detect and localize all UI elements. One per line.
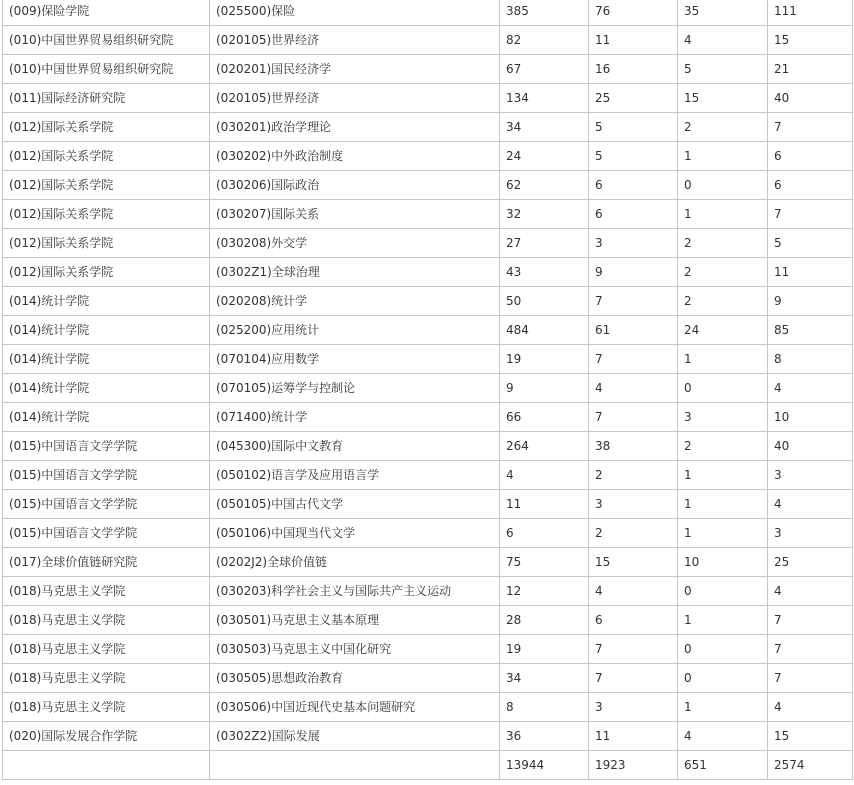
cell-college [3, 751, 210, 780]
cell-admitted-total: 9 [768, 287, 853, 316]
cell-college: (009)保险学院 [3, 0, 210, 26]
cell-applicants: 32 [500, 200, 589, 229]
cell-major [210, 751, 500, 780]
cell-major: (0302Z2)国际发展 [210, 722, 500, 751]
table-row [3, 548, 853, 577]
cell-college: (015)中国语言文学学院 [3, 461, 210, 490]
cell-admitted-b: 0 [678, 374, 768, 403]
cell-admitted-b: 3 [678, 403, 768, 432]
cell-applicants: 6 [500, 519, 589, 548]
cell-college: (012)国际关系学院 [3, 113, 210, 142]
table-row [3, 200, 853, 229]
cell-college: (012)国际关系学院 [3, 229, 210, 258]
cell-admitted-total: 7 [768, 635, 853, 664]
cell-admitted-b: 1 [678, 693, 768, 722]
cell-major: (030201)政治学理论 [210, 113, 500, 142]
cell-college: (018)马克思主义学院 [3, 664, 210, 693]
cell-admitted-total: 3 [768, 519, 853, 548]
cell-applicants: 43 [500, 258, 589, 287]
cell-admitted-b: 2 [678, 287, 768, 316]
cell-college: (014)统计学院 [3, 316, 210, 345]
cell-major: (070104)应用数学 [210, 345, 500, 374]
cell-admitted-b: 2 [678, 258, 768, 287]
cell-admitted-a: 6 [589, 606, 678, 635]
cell-applicants: 19 [500, 635, 589, 664]
table-row [3, 0, 853, 26]
cell-admitted-total: 11 [768, 258, 853, 287]
cell-major: (025500)保险 [210, 0, 500, 26]
cell-admitted-a: 9 [589, 258, 678, 287]
cell-admitted-b: 2 [678, 432, 768, 461]
cell-admitted-b: 35 [678, 0, 768, 26]
cell-admitted-a: 1923 [589, 751, 678, 780]
table-row [3, 664, 853, 693]
table-row [3, 258, 853, 287]
cell-admitted-total: 21 [768, 55, 853, 84]
cell-admitted-b: 1 [678, 200, 768, 229]
cell-admitted-a: 2 [589, 519, 678, 548]
cell-major: (030203)科学社会主义与国际共产主义运动 [210, 577, 500, 606]
cell-applicants: 34 [500, 113, 589, 142]
cell-admitted-total: 85 [768, 316, 853, 345]
cell-college: (010)中国世界贸易组织研究院 [3, 26, 210, 55]
cell-admitted-total: 6 [768, 142, 853, 171]
cell-major: (0202J2)全球价值链 [210, 548, 500, 577]
table-row [3, 432, 853, 461]
cell-admitted-b: 4 [678, 26, 768, 55]
cell-college: (011)国际经济研究院 [3, 84, 210, 113]
cell-major: (030202)中外政治制度 [210, 142, 500, 171]
cell-admitted-a: 2 [589, 461, 678, 490]
cell-applicants: 66 [500, 403, 589, 432]
cell-admitted-total: 15 [768, 26, 853, 55]
cell-admitted-total: 7 [768, 606, 853, 635]
cell-major: (020208)统计学 [210, 287, 500, 316]
cell-major: (071400)统计学 [210, 403, 500, 432]
cell-college: (010)中国世界贸易组织研究院 [3, 55, 210, 84]
cell-admitted-a: 11 [589, 722, 678, 751]
table-row [3, 693, 853, 722]
cell-admitted-total: 10 [768, 403, 853, 432]
cell-major: (030207)国际关系 [210, 200, 500, 229]
cell-applicants: 4 [500, 461, 589, 490]
total-row [3, 751, 853, 780]
enrollment-table [2, 0, 853, 780]
table-row [3, 461, 853, 490]
cell-admitted-b: 1 [678, 142, 768, 171]
cell-admitted-total: 7 [768, 200, 853, 229]
table-row [3, 55, 853, 84]
cell-major: (025200)应用统计 [210, 316, 500, 345]
cell-admitted-total: 40 [768, 432, 853, 461]
cell-applicants: 28 [500, 606, 589, 635]
table-row [3, 635, 853, 664]
cell-college: (018)马克思主义学院 [3, 693, 210, 722]
cell-major: (020105)世界经济 [210, 84, 500, 113]
cell-admitted-total: 6 [768, 171, 853, 200]
cell-admitted-b: 2 [678, 113, 768, 142]
cell-admitted-total: 4 [768, 577, 853, 606]
cell-admitted-a: 7 [589, 345, 678, 374]
cell-applicants: 13944 [500, 751, 589, 780]
cell-admitted-total: 15 [768, 722, 853, 751]
cell-applicants: 34 [500, 664, 589, 693]
cell-admitted-a: 25 [589, 84, 678, 113]
cell-college: (018)马克思主义学院 [3, 606, 210, 635]
cell-college: (014)统计学院 [3, 345, 210, 374]
cell-admitted-b: 24 [678, 316, 768, 345]
table-row [3, 84, 853, 113]
cell-major: (070105)运筹学与控制论 [210, 374, 500, 403]
cell-major: (030503)马克思主义中国化研究 [210, 635, 500, 664]
table-row [3, 577, 853, 606]
cell-college: (012)国际关系学院 [3, 258, 210, 287]
cell-admitted-a: 5 [589, 113, 678, 142]
cell-admitted-a: 5 [589, 142, 678, 171]
cell-applicants: 24 [500, 142, 589, 171]
cell-admitted-b: 0 [678, 577, 768, 606]
cell-admitted-b: 0 [678, 171, 768, 200]
cell-major: (030501)马克思主义基本原理 [210, 606, 500, 635]
cell-college: (014)统计学院 [3, 287, 210, 316]
cell-admitted-b: 0 [678, 635, 768, 664]
table-row [3, 403, 853, 432]
cell-applicants: 264 [500, 432, 589, 461]
cell-major: (050106)中国现当代文学 [210, 519, 500, 548]
cell-admitted-b: 10 [678, 548, 768, 577]
table-row [3, 26, 853, 55]
cell-admitted-total: 25 [768, 548, 853, 577]
cell-college: (018)马克思主义学院 [3, 577, 210, 606]
cell-applicants: 9 [500, 374, 589, 403]
cell-applicants: 27 [500, 229, 589, 258]
table-body [3, 0, 853, 780]
cell-major: (0302Z1)全球治理 [210, 258, 500, 287]
table-row [3, 142, 853, 171]
cell-admitted-a: 7 [589, 403, 678, 432]
cell-admitted-b: 1 [678, 490, 768, 519]
cell-admitted-total: 4 [768, 490, 853, 519]
cell-applicants: 11 [500, 490, 589, 519]
cell-admitted-total: 8 [768, 345, 853, 374]
cell-applicants: 50 [500, 287, 589, 316]
cell-admitted-b: 5 [678, 55, 768, 84]
table-row [3, 287, 853, 316]
cell-major: (050105)中国古代文学 [210, 490, 500, 519]
cell-admitted-a: 3 [589, 490, 678, 519]
cell-college: (012)国际关系学院 [3, 142, 210, 171]
cell-college: (015)中国语言文学学院 [3, 490, 210, 519]
cell-college: (015)中国语言文学学院 [3, 432, 210, 461]
cell-applicants: 62 [500, 171, 589, 200]
cell-admitted-b: 1 [678, 606, 768, 635]
cell-admitted-total: 7 [768, 113, 853, 142]
cell-admitted-b: 15 [678, 84, 768, 113]
cell-major: (050102)语言学及应用语言学 [210, 461, 500, 490]
cell-admitted-a: 15 [589, 548, 678, 577]
cell-college: (018)马克思主义学院 [3, 635, 210, 664]
cell-admitted-total: 4 [768, 693, 853, 722]
cell-admitted-b: 1 [678, 519, 768, 548]
cell-college: (015)中国语言文学学院 [3, 519, 210, 548]
cell-admitted-total: 3 [768, 461, 853, 490]
cell-admitted-a: 7 [589, 287, 678, 316]
cell-admitted-a: 3 [589, 693, 678, 722]
table-row [3, 722, 853, 751]
cell-admitted-a: 11 [589, 26, 678, 55]
cell-admitted-b: 2 [678, 229, 768, 258]
cell-admitted-a: 6 [589, 200, 678, 229]
cell-applicants: 19 [500, 345, 589, 374]
cell-college: (012)国际关系学院 [3, 171, 210, 200]
cell-college: (012)国际关系学院 [3, 200, 210, 229]
cell-major: (045300)国际中文教育 [210, 432, 500, 461]
cell-admitted-b: 1 [678, 345, 768, 374]
cell-admitted-total: 2574 [768, 751, 853, 780]
cell-admitted-a: 7 [589, 635, 678, 664]
cell-major: (020201)国民经济学 [210, 55, 500, 84]
cell-admitted-a: 76 [589, 0, 678, 26]
cell-applicants: 385 [500, 0, 589, 26]
cell-major: (030506)中国近现代史基本问题研究 [210, 693, 500, 722]
cell-college: (014)统计学院 [3, 403, 210, 432]
cell-major: (030505)思想政治教育 [210, 664, 500, 693]
table-row [3, 490, 853, 519]
cell-admitted-a: 38 [589, 432, 678, 461]
cell-admitted-b: 4 [678, 722, 768, 751]
cell-admitted-a: 4 [589, 374, 678, 403]
table-row [3, 171, 853, 200]
cell-college: (020)国际发展合作学院 [3, 722, 210, 751]
cell-applicants: 75 [500, 548, 589, 577]
cell-admitted-b: 0 [678, 664, 768, 693]
cell-admitted-total: 40 [768, 84, 853, 113]
table-row [3, 374, 853, 403]
cell-admitted-total: 5 [768, 229, 853, 258]
cell-major: (030208)外交学 [210, 229, 500, 258]
cell-admitted-a: 7 [589, 664, 678, 693]
cell-admitted-b: 1 [678, 461, 768, 490]
table-row [3, 113, 853, 142]
table-row [3, 519, 853, 548]
cell-applicants: 36 [500, 722, 589, 751]
cell-applicants: 8 [500, 693, 589, 722]
cell-major: (030206)国际政治 [210, 171, 500, 200]
cell-college: (017)全球价值链研究院 [3, 548, 210, 577]
cell-applicants: 484 [500, 316, 589, 345]
cell-admitted-a: 16 [589, 55, 678, 84]
table-row [3, 229, 853, 258]
cell-applicants: 67 [500, 55, 589, 84]
cell-applicants: 134 [500, 84, 589, 113]
cell-admitted-total: 7 [768, 664, 853, 693]
cell-applicants: 82 [500, 26, 589, 55]
cell-admitted-a: 61 [589, 316, 678, 345]
cell-admitted-total: 111 [768, 0, 853, 26]
cell-admitted-a: 6 [589, 171, 678, 200]
table-row [3, 606, 853, 635]
table-row [3, 345, 853, 374]
cell-admitted-a: 3 [589, 229, 678, 258]
cell-admitted-b: 651 [678, 751, 768, 780]
cell-admitted-a: 4 [589, 577, 678, 606]
cell-applicants: 12 [500, 577, 589, 606]
cell-admitted-total: 4 [768, 374, 853, 403]
cell-college: (014)统计学院 [3, 374, 210, 403]
cell-major: (020105)世界经济 [210, 26, 500, 55]
table-row [3, 316, 853, 345]
